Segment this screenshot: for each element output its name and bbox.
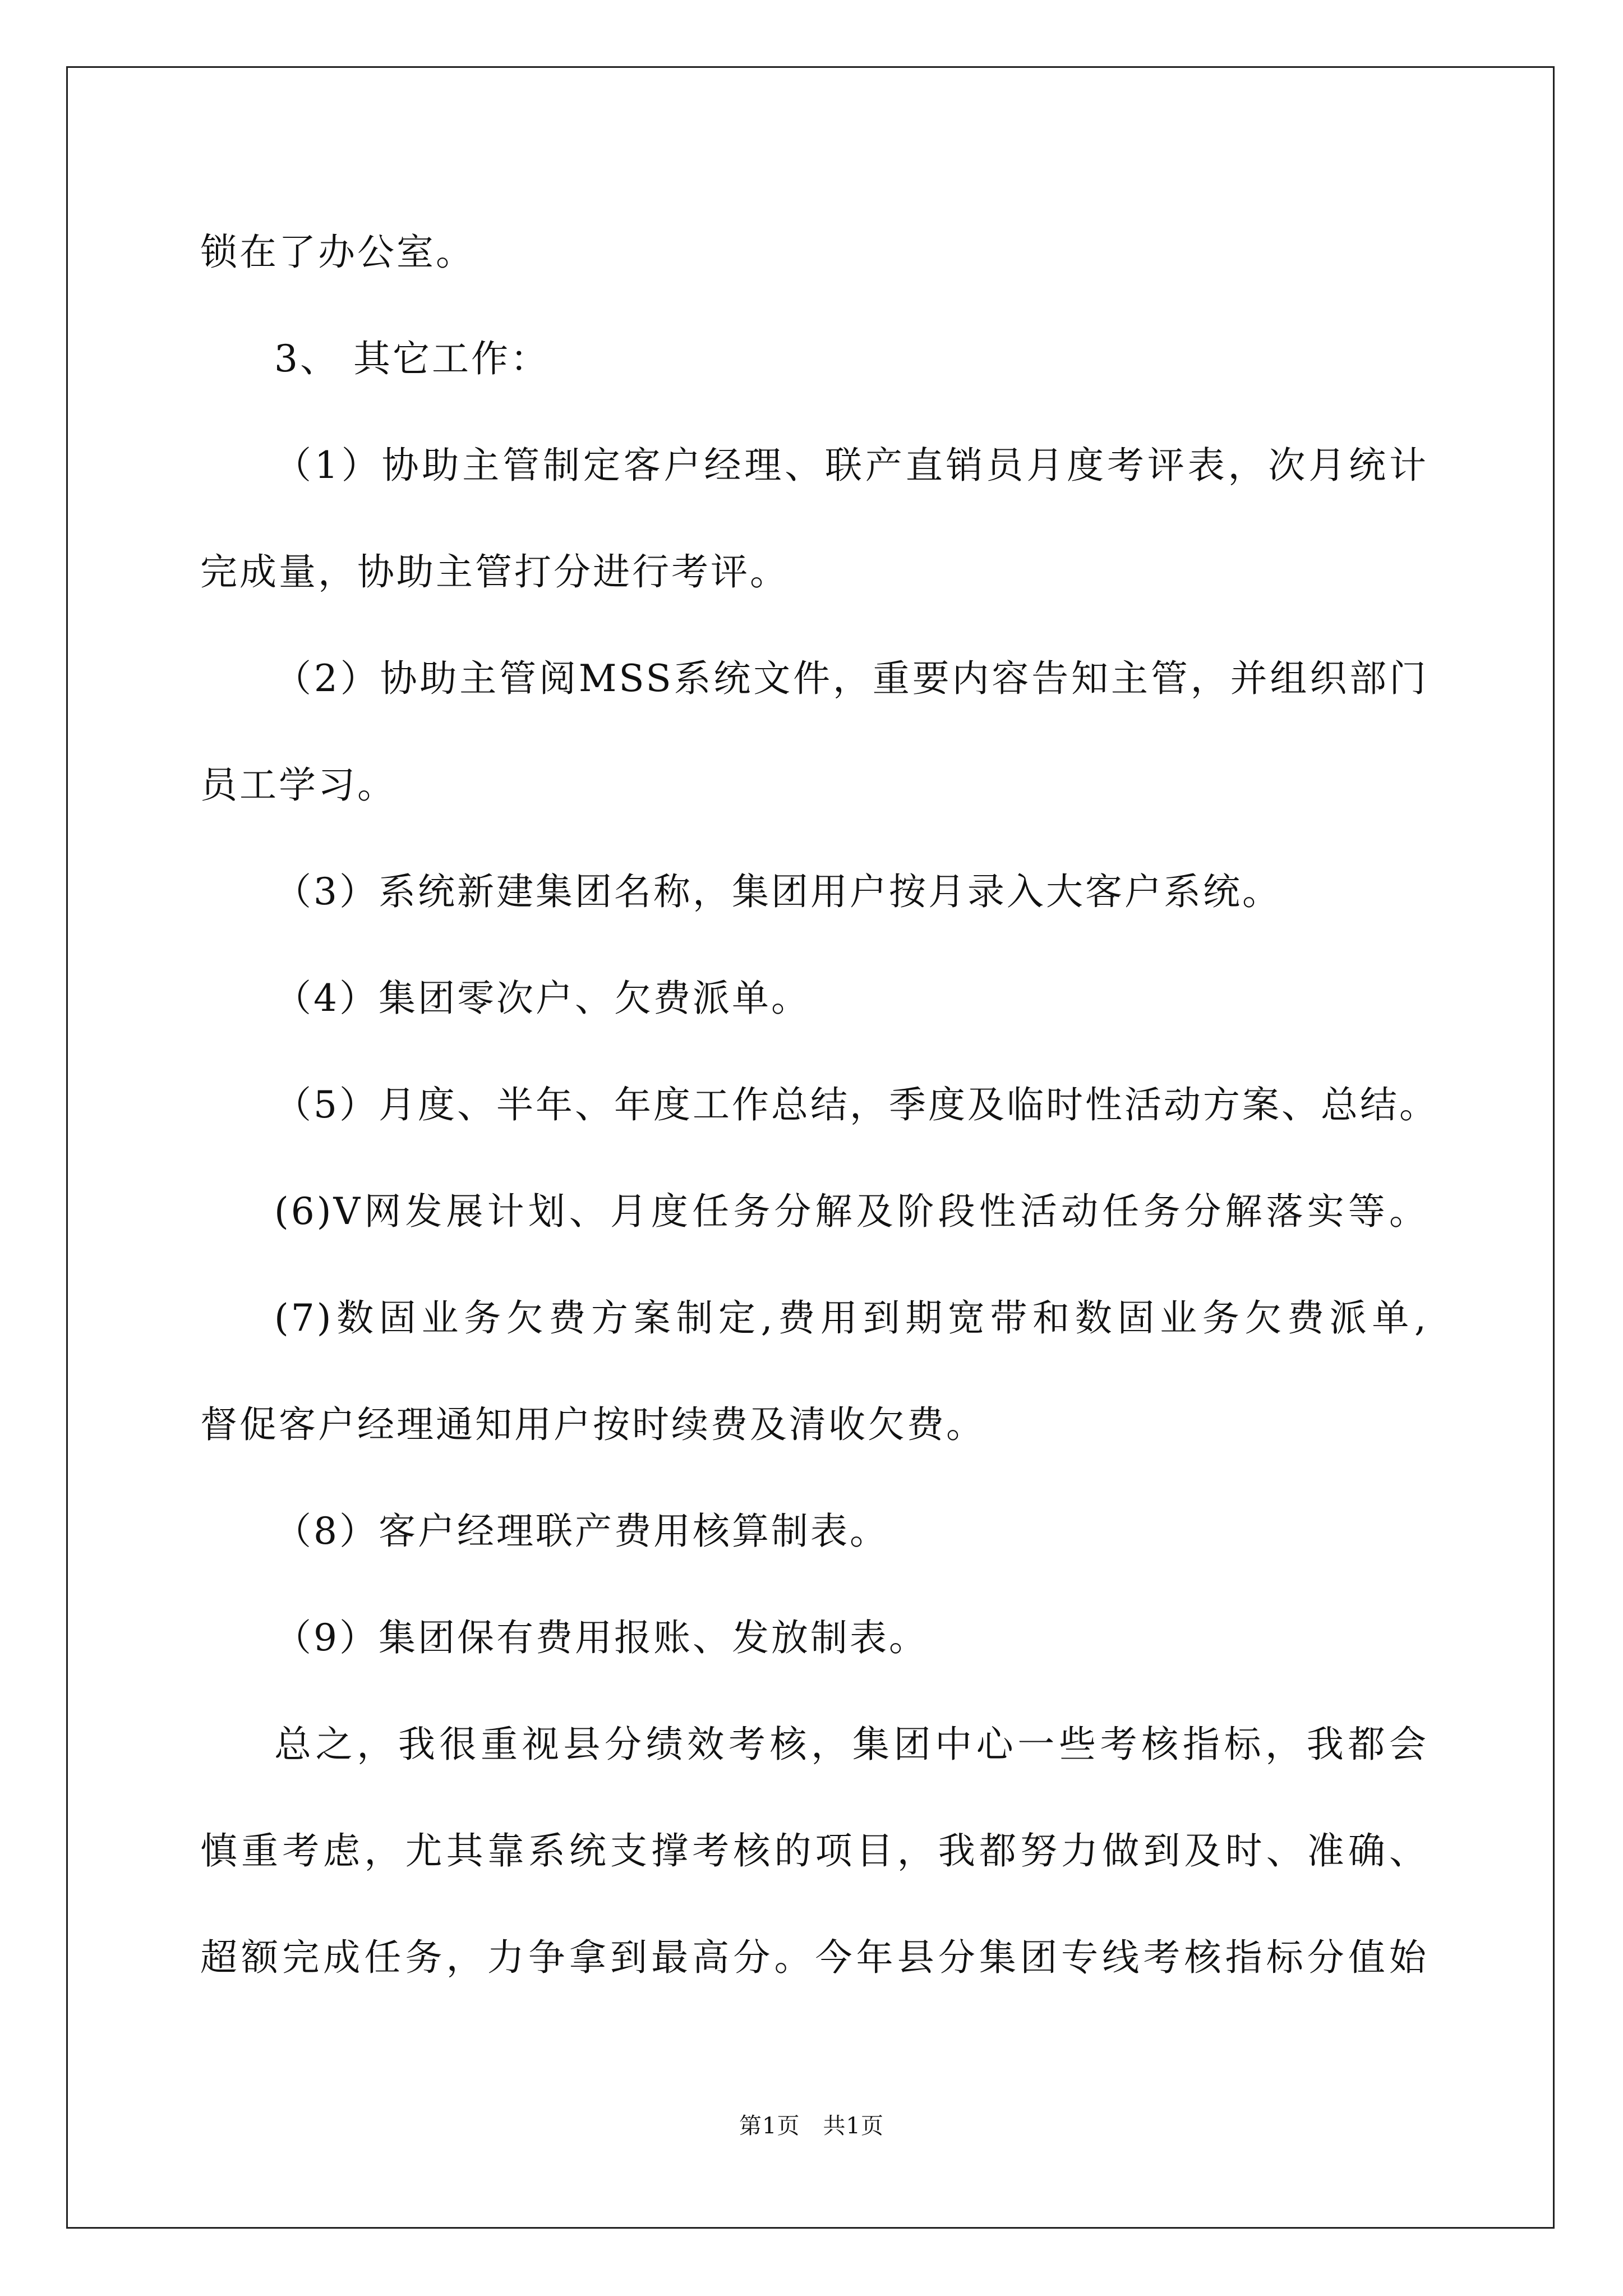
text-line: 慎重考虑，尤其靠系统支撑考核的项目，我都努力做到及时、准确、 xyxy=(200,1829,1428,1872)
text-line: (7)数固业务欠费方案制定,费用到期宽带和数固业务欠费派单, xyxy=(274,1296,1428,1340)
text-line: （1）协助主管制定客户经理、联产直销员月度考评表，次月统计 xyxy=(274,444,1428,487)
text-line: （5）月度、半年、年度工作总结，季度及临时性活动方案、总结。 xyxy=(274,1083,1438,1126)
text-line: 员工学习。 xyxy=(200,763,396,807)
text-line: （9）集团保有费用报账、发放制表。 xyxy=(274,1616,928,1659)
text-line: （4）集团零次户、欠费派单。 xyxy=(274,977,810,1020)
text-line: (6)V网发展计划、月度任务分解及阶段性活动任务分解落实等。 xyxy=(274,1190,1428,1233)
section-heading: 3、 其它工作： xyxy=(274,337,550,380)
text-line: （2）协助主管阅MSS系统文件，重要内容告知主管，并组织部门 xyxy=(274,657,1428,700)
text-line: （8）客户经理联产费用核算制表。 xyxy=(274,1510,889,1553)
text-line: 督促客户经理通知用户按时续费及清收欠费。 xyxy=(200,1403,985,1446)
page-border xyxy=(66,66,1555,2229)
text-line: 锁在了办公室。 xyxy=(200,231,475,274)
text-line: 总之，我很重视县分绩效考核，集团中心一些考核指标，我都会 xyxy=(274,1723,1428,1766)
text-line: 超额完成任务，力争拿到最高分。今年县分集团专线考核指标分值始 xyxy=(200,1936,1428,1979)
text-line: （3）系统新建集团名称，集团用户按月录入大客户系统。 xyxy=(274,870,1281,913)
text-line: 完成量，协助主管打分进行考评。 xyxy=(200,550,789,593)
page-footer: 第1页 共1页 xyxy=(739,2113,884,2139)
